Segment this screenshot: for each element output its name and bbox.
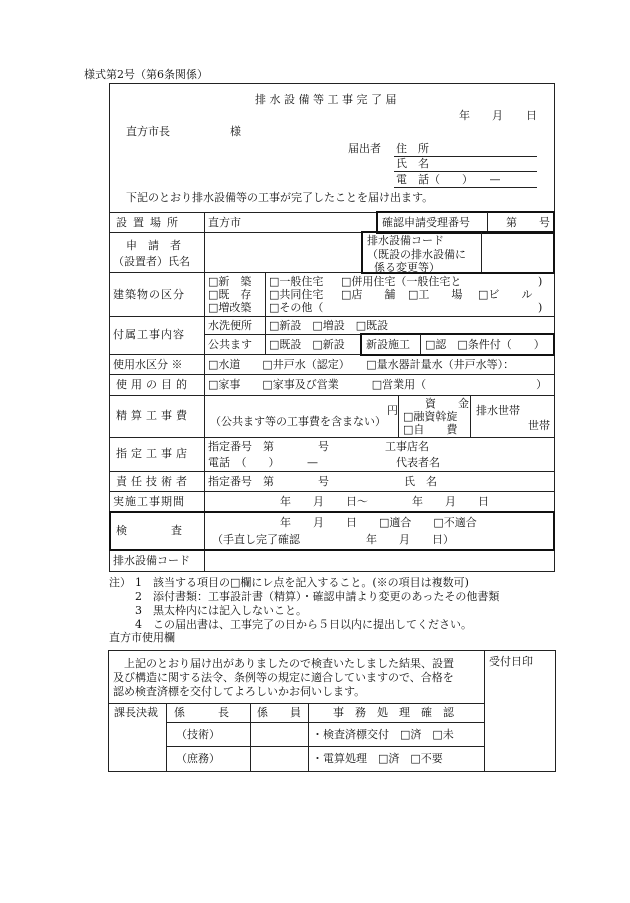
engineer-name: 氏 名	[404, 475, 437, 488]
drain-code-label3: 係る変更等）	[374, 261, 440, 274]
form-number: 様式第2号（第6条関係）	[84, 68, 208, 81]
location-value: 直方市	[208, 216, 241, 229]
engineer-number: 指定番号 第 号	[208, 475, 329, 488]
intro-text: 下記のとおり排水設備等の工事が完了したことを届け出ます。	[126, 191, 434, 204]
row-line	[109, 316, 555, 317]
building-office[interactable]: □ビ ル	[478, 288, 533, 301]
period-value: 年 月 日～ 年 月 日	[280, 495, 489, 508]
col-line	[484, 650, 485, 772]
purpose-label: 使用の目的	[116, 378, 191, 391]
name-underline	[394, 171, 537, 172]
inspection-line1: 年 月 日 □適合 □不適合	[280, 516, 477, 529]
city-section-title: 直方市使用欄	[109, 631, 175, 644]
date-year: 年	[459, 109, 470, 122]
contractor-phone: 電話 （ ） —	[208, 456, 318, 469]
mark-issue-check[interactable]: ・検査済標交付 □済 □未	[312, 728, 454, 741]
applicant-phone[interactable]: 電 話（ ） —	[396, 173, 501, 186]
fund-self[interactable]: □自 費	[403, 423, 458, 436]
col-line	[265, 272, 266, 316]
building-existing[interactable]: □既 存	[208, 288, 252, 301]
toilet-options[interactable]: □新設 □増設 □既設	[269, 319, 389, 332]
building-mixed-house[interactable]: □併用住宅（一般住宅と	[341, 275, 462, 288]
contractor-name-label: 工事店名	[385, 440, 429, 453]
city-text-line: 認め検査済標を交付してよろしいかお伺いします。	[113, 685, 366, 698]
contractor-label: 指定工事店	[116, 447, 191, 460]
drain-code-label2: （既設の排水設備に	[367, 248, 466, 261]
row-line	[109, 374, 555, 375]
applicant-address[interactable]: 住 所	[396, 142, 429, 155]
applicant-row-label1: 申 請 者	[126, 239, 181, 252]
subchief-label: 係 長	[174, 706, 229, 719]
col-line	[398, 395, 399, 437]
building-other[interactable]: □その他（	[269, 301, 324, 314]
toilet-label: 水洗便所	[208, 319, 252, 332]
building-paren: )	[538, 301, 543, 314]
staff-label: 係 員	[257, 706, 301, 719]
general-affairs-label: （庶務）	[176, 752, 220, 765]
office-confirm-label: 事 務 処 理 確 認	[333, 706, 454, 719]
attached-label: 付属工事内容	[113, 328, 185, 341]
cost-yen: 円	[387, 404, 398, 417]
col-line	[265, 316, 266, 354]
inspection-label: 検 査	[116, 524, 182, 537]
phone-underline	[394, 187, 537, 188]
water-label: 使用水区分 ※	[113, 358, 183, 371]
col-line	[250, 703, 251, 772]
new-construction-options[interactable]: □認 □条件付（ ）	[425, 338, 545, 351]
water-options[interactable]: □水道 □井戸水（認定） □量水器計量水（井戸水等）：	[208, 358, 515, 371]
drain-code-row-label: 排水設備コード	[113, 554, 190, 567]
cost-note: （公共ます等の工事費を含まない）	[210, 415, 386, 428]
city-text-line: 上記のとおり届け出がありましたので検査いたしました結果、設置	[124, 657, 454, 670]
row-line	[109, 437, 555, 438]
cost-label: 精算工事費	[116, 409, 191, 422]
col-line	[420, 334, 421, 354]
row-line	[166, 746, 484, 747]
public-box-options[interactable]: □既設 □新設	[269, 338, 345, 351]
col-line	[308, 703, 309, 772]
applicant-row-label2: （設置者）氏名	[113, 255, 190, 268]
contractor-rep: 代表者名	[396, 456, 440, 469]
new-construction-label: 新設施工	[366, 338, 410, 351]
location-label: 設置場所	[116, 216, 184, 229]
note-item: 3 黒太枠内には記入しないこと。	[135, 604, 307, 617]
fund-loan[interactable]: □融資斡旋	[403, 410, 458, 423]
building-general-house[interactable]: □一般住宅	[269, 275, 324, 288]
applicant-name[interactable]: 氏 名	[396, 157, 429, 170]
engineer-label: 責任技術者	[116, 475, 191, 488]
row-line	[109, 491, 555, 492]
col-line	[470, 395, 471, 437]
drain-code-label1: 排水設備コード	[367, 234, 444, 247]
row-line	[166, 722, 484, 723]
date-day: 日	[526, 109, 537, 122]
date-month: 月	[492, 109, 503, 122]
col-line	[166, 703, 167, 772]
notes-head: 注）	[109, 576, 131, 589]
note-item: 2 添付書類：工事設計書（精算）・確認申請より変更のあったその他書類	[135, 590, 500, 603]
row-line	[108, 703, 484, 704]
col-line	[481, 232, 482, 272]
col-line	[487, 212, 488, 233]
building-paren: )	[538, 275, 543, 288]
confirm-number-value: 第 号	[506, 216, 550, 229]
computer-processing-check[interactable]: ・電算処理 □済 □不要	[312, 752, 443, 765]
form-title: 排 水 設 備 等 工 事 完 了 届	[255, 93, 397, 106]
building-factory[interactable]: □工 場	[408, 288, 463, 301]
note-item: 1 該当する項目の□欄にレ点を記入すること。(※の項目は複数可)	[135, 576, 469, 589]
period-label: 実施工事期間	[113, 495, 185, 508]
contractor-number: 指定番号 第 号	[208, 440, 329, 453]
households-unit: 世帯	[528, 419, 550, 432]
fund-label: 資 金	[425, 397, 469, 410]
building-label: 建築物の区分	[113, 288, 185, 301]
received-stamp-label: 受付日印	[489, 655, 533, 668]
row-line	[109, 471, 555, 472]
households-label: 排水世帯	[476, 404, 520, 417]
chief-approval-label: 課長決裁	[114, 706, 158, 719]
applicant-label: 届出者	[348, 142, 381, 155]
technical-label: （技術）	[176, 728, 220, 741]
building-extension[interactable]: □増改築	[208, 301, 252, 314]
city-text-line: 及び構造に関する法令、条例等の規定に適合していますので、合格を	[113, 671, 454, 684]
public-box-label: 公共ます	[208, 338, 252, 351]
addressee-name: 直方市長	[126, 125, 170, 138]
building-shop[interactable]: □店 舗	[341, 288, 396, 301]
confirm-number-label: 確認申請受理番号	[382, 216, 470, 229]
note-item: 4 この届出書は、工事完了の日から５日以内に提出してください。	[135, 618, 472, 631]
inspection-line2: （手直し完了確認 年 月 日）	[212, 533, 454, 546]
addressee-honorific: 様	[230, 125, 241, 138]
row-line	[109, 395, 555, 396]
building-new[interactable]: □新 築	[208, 275, 252, 288]
purpose-options[interactable]: □家事 □家事及び営業 □営業用（ ）	[208, 378, 548, 391]
building-shared-house[interactable]: □共同住宅	[269, 288, 324, 301]
